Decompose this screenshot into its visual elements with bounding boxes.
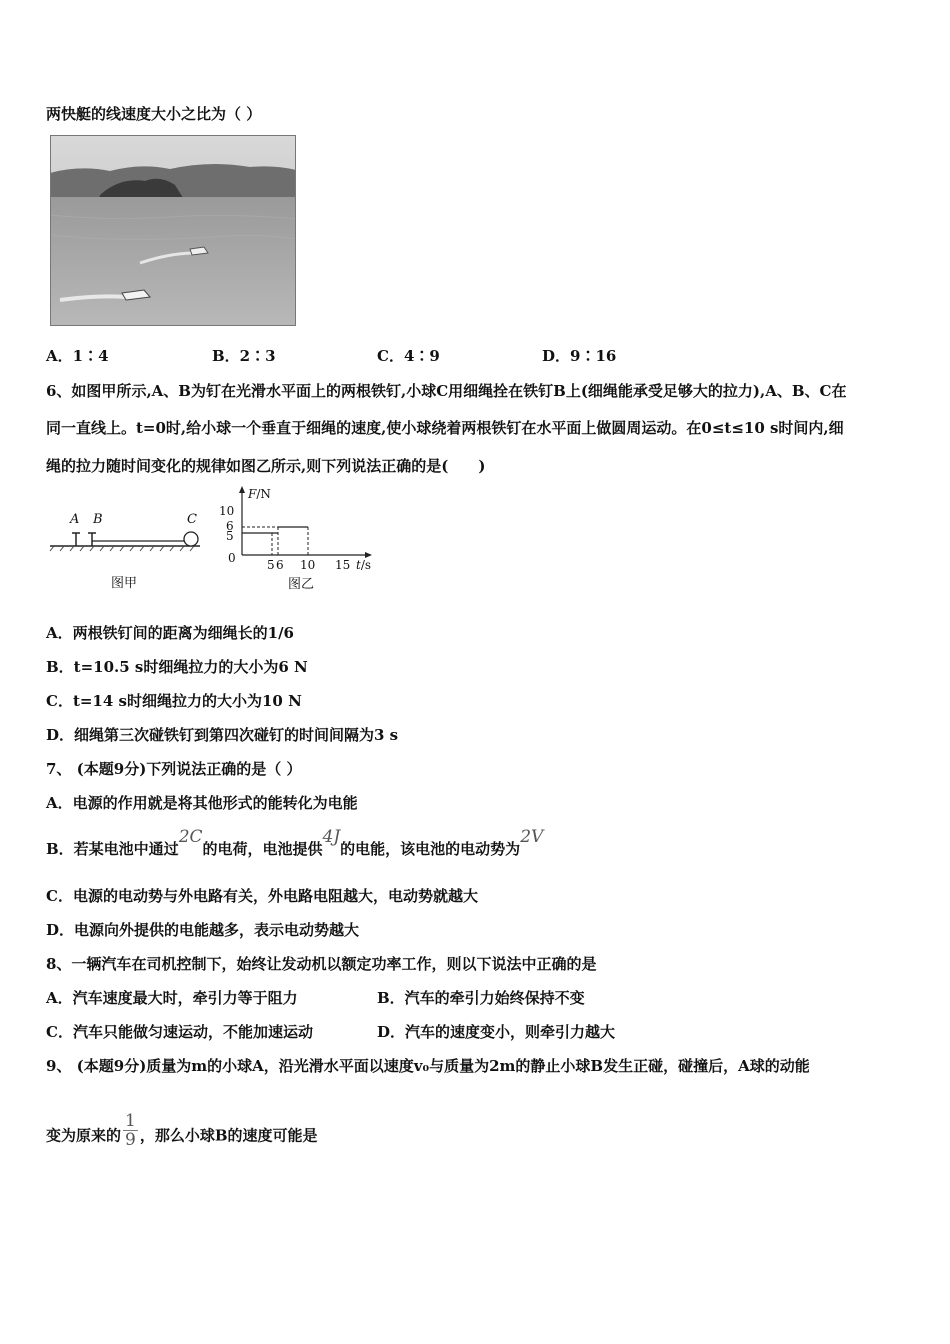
- q8-stem: 8、一辆汽车在司机控制下，始终让发动机以额定功率工作，则以下说法中正确的是: [46, 955, 597, 973]
- ytick-5: 5: [226, 529, 234, 543]
- fraction-numerator: 1: [125, 1111, 136, 1131]
- caption-jia: 图甲: [111, 576, 138, 591]
- q5-option-d: D．9∶16: [542, 347, 617, 365]
- q7-stem: 7、 (本题9分)下列说法正确的是（ ）: [46, 760, 302, 778]
- xtick-10: 10: [300, 558, 316, 572]
- math-2c: 2C: [178, 827, 203, 847]
- q8-option-a: A．汽车速度最大时，牵引力等于阻力: [46, 989, 298, 1007]
- q8-option-d: D．汽车的速度变小，则牵引力越大: [377, 1023, 616, 1041]
- label-c: C: [187, 512, 197, 527]
- q7-option-b-text3: 的电能，该电池的电动势为: [340, 840, 521, 858]
- xtick-6: 6: [276, 558, 284, 572]
- fraction-denominator: 9: [125, 1130, 136, 1150]
- q6-stem-line2: 同一直线上。t=0时,给小球一个垂直于细绳的速度,使小球绕着两根铁钉在水平面上做圆周运动。在0≤t≤10 s时间内,细: [46, 419, 844, 437]
- caption-yi: 图乙: [288, 577, 315, 592]
- q7-option-b-text1: B．若某电池中通过: [46, 840, 179, 858]
- ytick-6: 6: [226, 519, 234, 533]
- q9-line2-text1: 变为原来的: [46, 1126, 122, 1145]
- label-b: B: [93, 512, 103, 527]
- q6-stem-line1: 6、如图甲所示,A、B为钉在光滑水平面上的两根铁钉,小球C用细绳拴在铁钉B上(细绳能承受足够大的拉力),A、B、C在: [46, 382, 847, 400]
- label-a: A: [70, 512, 80, 527]
- q6-option-c: C．t=14 s时细绳拉力的大小为10 N: [46, 692, 302, 710]
- q9-line2-text2: ，那么小球B的速度可能是: [139, 1126, 318, 1145]
- math-2v: 2V: [520, 827, 544, 847]
- xtick-15: 15: [335, 558, 351, 572]
- q6-option-b: B．t=10.5 s时细绳拉力的大小为6 N: [46, 658, 308, 676]
- ytick-10: 10: [219, 504, 235, 518]
- ytick-0: 0: [228, 551, 236, 565]
- q8-option-b: B．汽车的牵引力始终保持不变: [377, 989, 585, 1007]
- q8-option-c: C．汽车只能做匀速运动，不能加速运动: [46, 1023, 313, 1041]
- q7-option-c: C．电源的电动势与外电路有关，外电路电阻越大，电动势就越大: [46, 887, 478, 905]
- figure-yi: [219, 485, 382, 595]
- fraction-one-ninth: [123, 1112, 138, 1149]
- q7-option-d: D．电源向外提供的电能越多，表示电动势越大: [46, 921, 360, 939]
- q9-stem: 9、 (本题9分)质量为m的小球A，沿光滑水平面以速度v₀与质量为2m的静止小球B发生正碰，碰撞后，A球的动能: [46, 1057, 810, 1075]
- y-axis-label: F/N: [248, 487, 271, 501]
- q7-option-b-text2: 的电荷，电池提供: [202, 840, 323, 858]
- speedboat-photo: [50, 135, 296, 326]
- x-axis-label: t/s: [356, 558, 372, 572]
- q6-stem-line3: 绳的拉力随时间变化的规律如图乙所示,则下列说法正确的是( ): [46, 457, 486, 475]
- q7-option-a: A．电源的作用就是将其他形式的能转化为电能: [46, 794, 358, 812]
- math-4j: 4J: [322, 827, 341, 847]
- q6-option-a: A．两根铁钉间的距离为细绳长的1/6: [46, 624, 294, 642]
- q6-option-d: D．细绳第三次碰铁钉到第四次碰钉的时间间隔为3 s: [46, 726, 399, 744]
- q5-option-a: A．1∶4: [46, 347, 109, 365]
- figure-jia: [48, 508, 208, 593]
- q5-stem: 两快艇的线速度大小之比为（ ）: [46, 105, 262, 123]
- q5-option-b: B．2∶3: [212, 347, 276, 365]
- q9-line2: [46, 1111, 318, 1155]
- q7-option-b: [46, 827, 544, 859]
- q5-option-c: C．4∶9: [377, 347, 440, 365]
- xtick-5: 5: [267, 558, 275, 572]
